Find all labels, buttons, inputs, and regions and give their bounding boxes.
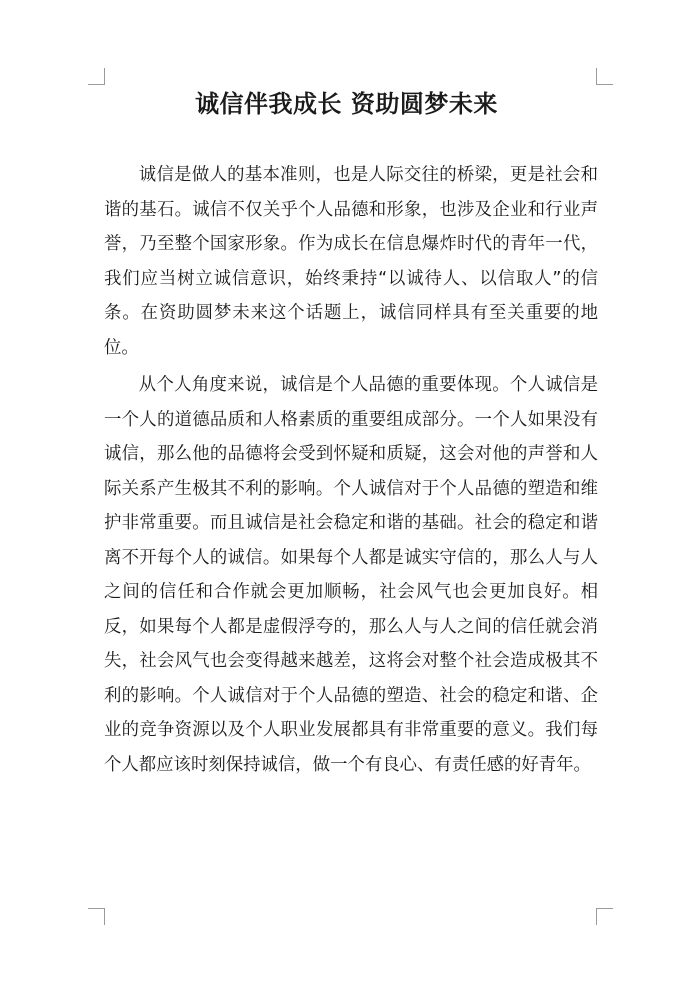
page-corner-top-left (88, 68, 105, 85)
document-body (104, 158, 598, 785)
paragraph-2: 从个人角度来说，诚信是个人品德的重要体现。个人诚信是一个人的道德品质和人格素质的重要组成部分。一个人如果没有诚信，那么他的品德将会受到怀疑和质疑，这会对他的声誉和人际关系产生极其不利的影响。个人诚信对于个人品德的塑造和维护非常重要。而且诚信是社会稳定和谐的基础。社会的稳定和谐离不开每个人的诚信。如果每个人都是诚实守信的，那么人与人之间的信任和合作就会更加顺畅，社会风气也会更加良好。相反，如果每个人都是虚假浮夸的，那么人与人之间的信任就会消失，社会风气也会变得越来越差，这将会对整个社会造成极其不利的影响。个人诚信对于个人品德的塑造、社会的稳定和谐、企业的竞争资源以及个人职业发展都具有非常重要的意义。我们每个人都应该时刻保持诚信，做一个有良心、有责任感的好青年。 (104, 375, 598, 775)
paragraph-1: 诚信是做人的基本准则，也是人际交往的桥梁，更是社会和谐的基石。诚信不仅关乎个人品德和形象，也涉及企业和行业声誉，乃至整个国家形象。作为成长在信息爆炸时代的青年一代，我们应当树立诚信意识，始终秉持“以诚待人、以信取人”的信条。在资助圆梦未来这个话题上，诚信同样具有至关重要的地位。 (104, 165, 598, 358)
page-corner-bottom-right (596, 908, 613, 925)
document-title: 诚信伴我成长 资助圆梦未来 (195, 90, 498, 118)
page-corner-top-right (596, 68, 613, 85)
page-corner-bottom-left (88, 908, 105, 925)
